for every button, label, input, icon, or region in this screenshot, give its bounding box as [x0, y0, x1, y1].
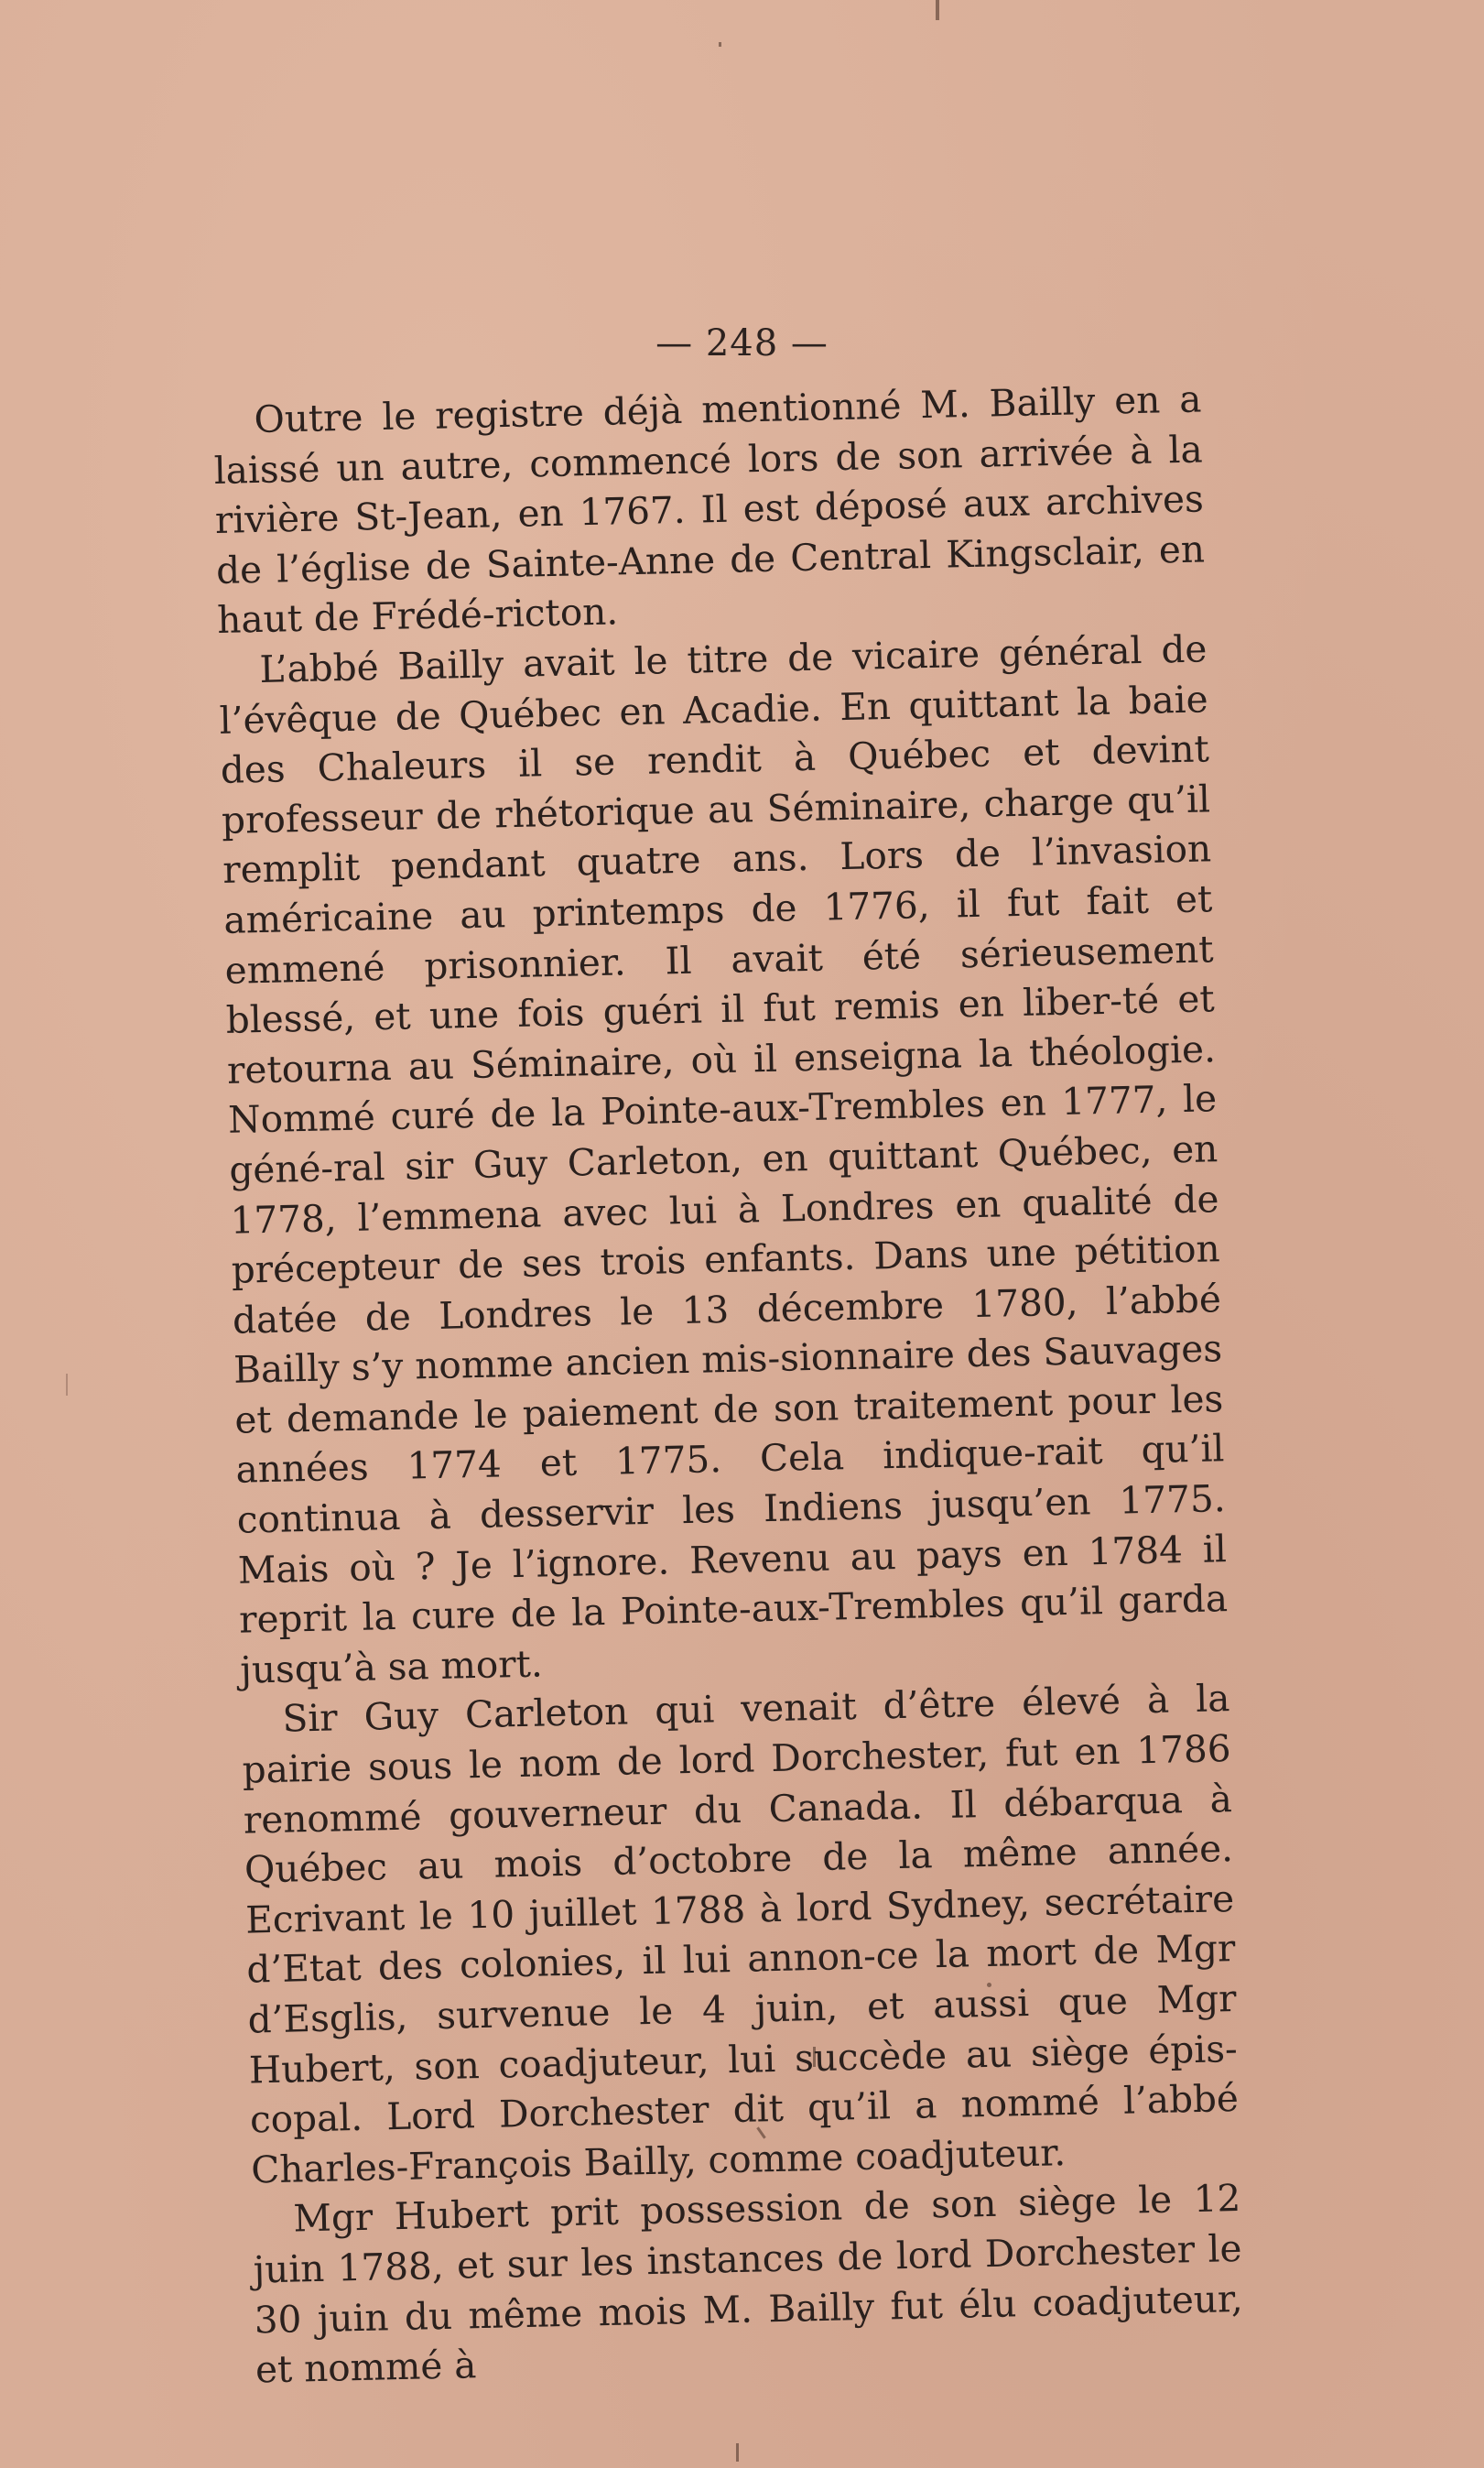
- page-number: — 248 —: [655, 322, 829, 364]
- ink-speck: [736, 2443, 739, 2462]
- ink-speck: [936, 0, 939, 20]
- ink-speck: [719, 42, 721, 47]
- body-text: [212, 374, 1244, 2395]
- paragraph: Sir Guy Carleton qui venait d’être élevé à la pairie sous le nom de lord Dorchester, fut en 1786 renommé gouverneur du Canada. Il débarqua à Québec au mois d’octobre de la même année. Ecrivant le 10 juillet 1788 à lord Sydney, secrétaire d’Etat des colonies, il lui annon-ce la mort de Mgr d’Esglis, survenue le 4 juin, et aussi que Mgr Hubert, son coadjuteur, lui succède au siège épis-copal. Lord Dorchester dit qu’il a nommé l’abbé Charles-François Bailly, comme coadjuteur.: [242, 1676, 1240, 2192]
- paragraph: Outre le registre déjà mentionné M. Bailly en a laissé un autre, commencé lors de son arrivée à la rivière St-Jean, en 1767. Il est déposé aux archives de l’église de Sainte-Anne de Central Kingsclair, en haut de Frédé-ricton.: [213, 376, 1206, 643]
- ink-speck: [66, 1374, 68, 1396]
- paragraph: L’abbé Bailly avait le titre de vicaire général de l’évêque de Québec en Acadie. En quittant la baie des Chaleurs il se rendit à Québec et devint professeur de rhétorique au Séminaire, charge qu’il remplit pendant quatre ans. Lors de l’invasion américaine au printemps de 1776, il fut fait et emmené prisonnier. Il avait été sérieusement blessé, et une fois guéri il fut remis en liber-té et retourna au Séminaire, où il enseigna la théologie. Nommé curé de la Pointe-aux-Trembles en 1777, le géné-ral sir Guy Carleton, en quittant Québec, en 1778, l’emmena avec lui à Londres en qualité de précepteur de ses trois enfants. Dans une pétition datée de Londres le 13 décembre 1780, l’abbé Bailly s’y nomme ancien mis-sionnaire des Sauvages et demande le paiement de son traitement pour les années 1774 et 1775. Cela indique-rait qu’il continua à desservir les Indiens jusqu’en 1775. Mais où ? Je l’ignore. Revenu au pays en 1784 il reprit la cure de la Pointe-aux-Trembles qu’il garda jusqu’à sa mort.: [219, 626, 1229, 1692]
- paragraph: Mgr Hubert prit possession de son siège le 12 juin 1788, et sur les instances de lord Dorchester le 30 juin du même mois M. Bailly fut élu coadjuteur, et nommé à: [253, 2176, 1244, 2392]
